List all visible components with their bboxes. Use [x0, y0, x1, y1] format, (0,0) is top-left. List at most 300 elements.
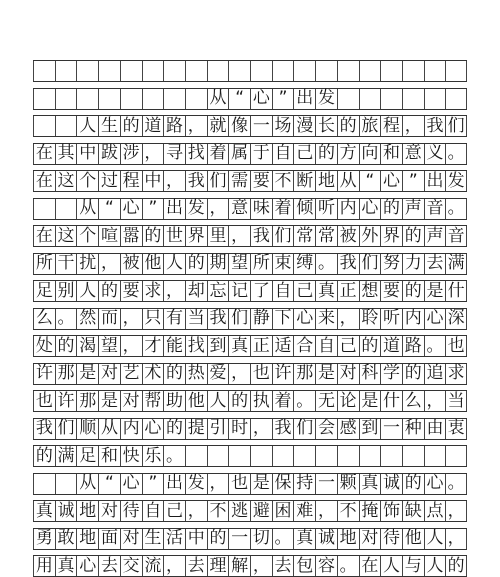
grid-cell: 不 — [207, 501, 229, 521]
grid-cell: 望 — [98, 336, 120, 356]
grid-cell: 切 — [250, 529, 272, 549]
grid-cell: 外 — [359, 226, 381, 246]
grid-cell: 一 — [380, 419, 402, 439]
grid-cell — [33, 89, 55, 109]
grid-cell: 诚 — [315, 529, 337, 549]
grid-cell: 求 — [142, 281, 164, 301]
grid-cell: 被 — [337, 226, 359, 246]
grid-cell: 也 — [445, 336, 467, 356]
grid-cell: 的 — [380, 199, 402, 219]
grid-cell: 而 — [98, 309, 120, 329]
grid-cell: ， — [163, 171, 185, 191]
grid-cell: 常 — [293, 226, 315, 246]
grid-cell — [33, 474, 55, 494]
grid-cell: 心 — [120, 199, 142, 219]
grid-cell: 跋 — [98, 144, 120, 164]
grid-cell: “ — [98, 199, 120, 219]
grid-cell: 快 — [120, 446, 142, 466]
grid-cell: 诚 — [380, 474, 402, 494]
grid-cell: 己 — [293, 281, 315, 301]
grid-cell: 人 — [424, 556, 446, 576]
grid-cell: 和 — [380, 144, 402, 164]
grid-cell: 出 — [293, 89, 315, 109]
grid-cell: 人 — [163, 254, 185, 274]
grid-cell: 求 — [445, 364, 467, 384]
grid-cell — [402, 446, 424, 466]
grid-cell — [293, 446, 315, 466]
grid-cell: 意 — [402, 144, 424, 164]
grid-cell: 场 — [272, 116, 294, 136]
grid-cell: 爱 — [207, 364, 229, 384]
grid-cell: 感 — [337, 419, 359, 439]
grid-cell: ， — [120, 336, 142, 356]
grid-cell — [185, 89, 207, 109]
grid-cell: 真 — [55, 556, 77, 576]
grid-cell: 声 — [402, 199, 424, 219]
grid-cell: 足 — [76, 446, 98, 466]
grid-cell — [163, 61, 185, 81]
grid-cell — [120, 61, 142, 81]
grid-cell: 合 — [293, 336, 315, 356]
grid-cell — [293, 61, 315, 81]
grid-cell: ， — [142, 144, 164, 164]
grid-cell: 待 — [120, 501, 142, 521]
grid-cell: 己 — [163, 501, 185, 521]
grid-cell: 。 — [445, 199, 467, 219]
grid-cell: 我 — [272, 419, 294, 439]
grid-cell: 中 — [76, 144, 98, 164]
grid-cell: 也 — [250, 364, 272, 384]
grid-cell: 用 — [33, 556, 55, 576]
grid-cell: ， — [250, 419, 272, 439]
grid-cell: 去 — [98, 556, 120, 576]
grid-row — [33, 418, 467, 440]
grid-cell: 这 — [55, 171, 77, 191]
grid-cell: 所 — [33, 254, 55, 274]
grid-cell: 那 — [55, 364, 77, 384]
grid-cell: 真 — [293, 529, 315, 549]
grid-cell: ， — [207, 199, 229, 219]
grid-cell: 。 — [55, 309, 77, 329]
grid-cell: 去 — [424, 254, 446, 274]
grid-cell: 帮 — [142, 391, 164, 411]
grid-cell: 从 — [76, 474, 98, 494]
grid-cell: ， — [185, 116, 207, 136]
grid-cell: 自 — [272, 281, 294, 301]
grid-cell — [163, 89, 185, 109]
grid-cell: 对 — [359, 529, 381, 549]
grid-cell: ， — [185, 501, 207, 521]
grid-cell: 们 — [207, 171, 229, 191]
grid-cell — [424, 61, 446, 81]
grid-cell: 忘 — [207, 281, 229, 301]
grid-cell: 己 — [337, 336, 359, 356]
grid-cell: ” — [142, 474, 164, 494]
grid-cell: 人 — [380, 556, 402, 576]
grid-cell: 是 — [359, 391, 381, 411]
grid-cell — [55, 89, 77, 109]
grid-cell: 助 — [163, 391, 185, 411]
grid-cell: 人 — [424, 529, 446, 549]
grid-cell: 的 — [163, 419, 185, 439]
grid-cell: 会 — [315, 419, 337, 439]
grid-cell: 程 — [380, 116, 402, 136]
grid-cell: 活 — [163, 529, 185, 549]
grid-cell: 力 — [402, 254, 424, 274]
grid-cell: 那 — [293, 364, 315, 384]
grid-cell: 喧 — [98, 226, 120, 246]
grid-cell: 。 — [272, 529, 294, 549]
grid-cell: 真 — [359, 474, 381, 494]
grid-cell: 从 — [337, 171, 359, 191]
grid-cell: 困 — [272, 501, 294, 521]
grid-cell: 也 — [33, 391, 55, 411]
grid-cell: 地 — [337, 529, 359, 549]
grid-cell: 难 — [293, 501, 315, 521]
grid-cell — [33, 116, 55, 136]
grid-row — [33, 390, 467, 412]
grid-cell: 真 — [315, 281, 337, 301]
grid-cell: 许 — [55, 391, 77, 411]
grid-cell: 出 — [163, 474, 185, 494]
grid-cell: ， — [228, 226, 250, 246]
grid-cell: 那 — [76, 391, 98, 411]
grid-row — [33, 308, 467, 330]
grid-cell — [207, 446, 229, 466]
grid-row — [33, 198, 467, 220]
grid-cell: 的 — [33, 446, 55, 466]
composition-sheet — [33, 60, 467, 576]
grid-cell: 们 — [359, 254, 381, 274]
grid-cell: 中 — [142, 171, 164, 191]
grid-cell — [142, 61, 164, 81]
grid-cell: 从 — [76, 199, 98, 219]
grid-cell: 义 — [424, 144, 446, 164]
grid-cell: 中 — [185, 529, 207, 549]
grid-cell: 向 — [359, 144, 381, 164]
grid-cell — [359, 446, 381, 466]
grid-cell: 掩 — [359, 501, 381, 521]
grid-cell: 着 — [207, 144, 229, 164]
grid-cell: 期 — [207, 254, 229, 274]
grid-cell: 方 — [337, 144, 359, 164]
grid-cell: 我 — [33, 419, 55, 439]
grid-cell: 点 — [424, 501, 446, 521]
grid-cell: 发 — [315, 89, 337, 109]
grid-cell: 科 — [359, 364, 381, 384]
grid-cell: 的 — [55, 336, 77, 356]
grid-cell: 一 — [228, 529, 250, 549]
grid-cell — [272, 61, 294, 81]
grid-cell: 。 — [445, 144, 467, 164]
grid-cell: 在 — [33, 226, 55, 246]
grid-cell: 生 — [98, 116, 120, 136]
grid-cell: 深 — [445, 309, 467, 329]
grid-cell: 流 — [142, 556, 164, 576]
grid-row — [33, 500, 467, 522]
grid-cell: 嚣 — [120, 226, 142, 246]
grid-cell: 顺 — [76, 419, 98, 439]
grid-cell: ， — [120, 309, 142, 329]
grid-cell: ， — [228, 364, 250, 384]
grid-cell: 理 — [207, 556, 229, 576]
grid-cell: 的 — [402, 474, 424, 494]
grid-row — [33, 280, 467, 302]
grid-cell: 与 — [402, 556, 424, 576]
grid-cell: ” — [142, 199, 164, 219]
grid-cell: 们 — [272, 226, 294, 246]
grid-cell — [33, 199, 55, 219]
grid-cell: 我 — [185, 171, 207, 191]
grid-cell: 这 — [55, 226, 77, 246]
grid-cell: ， — [163, 281, 185, 301]
grid-row — [33, 335, 467, 357]
grid-cell: 其 — [55, 144, 77, 164]
grid-cell: 满 — [445, 254, 467, 274]
grid-cell: 人 — [76, 116, 98, 136]
grid-cell: 对 — [337, 364, 359, 384]
grid-cell: 聆 — [359, 309, 381, 329]
grid-cell: 什 — [445, 281, 467, 301]
grid-cell: 时 — [228, 419, 250, 439]
grid-cell: 出 — [163, 199, 185, 219]
grid-cell: ， — [98, 254, 120, 274]
grid-cell: 敢 — [55, 529, 77, 549]
grid-cell: 避 — [250, 501, 272, 521]
grid-cell: 要 — [120, 281, 142, 301]
grid-cell: 处 — [33, 336, 55, 356]
grid-cell: 下 — [272, 309, 294, 329]
grid-cell: 了 — [250, 281, 272, 301]
grid-cell: 要 — [380, 281, 402, 301]
grid-cell: 里 — [207, 226, 229, 246]
grid-cell — [337, 89, 359, 109]
grid-cell: ， — [402, 116, 424, 136]
grid-cell: 去 — [272, 556, 294, 576]
grid-cell: 长 — [315, 116, 337, 136]
grid-cell: 在 — [359, 556, 381, 576]
grid-cell: 艺 — [120, 364, 142, 384]
grid-cell: 道 — [142, 116, 164, 136]
grid-cell: 只 — [142, 309, 164, 329]
grid-cell — [424, 89, 446, 109]
grid-cell: 心 — [359, 199, 381, 219]
grid-cell: “ — [98, 474, 120, 494]
grid-cell: 地 — [76, 501, 98, 521]
grid-cell: 一 — [250, 116, 272, 136]
grid-cell: 有 — [163, 309, 185, 329]
grid-cell: 是 — [250, 474, 272, 494]
grid-cell — [424, 446, 446, 466]
grid-row — [33, 170, 467, 192]
grid-cell: ” — [272, 89, 294, 109]
grid-cell: 的 — [445, 556, 467, 576]
grid-cell: 真 — [33, 501, 55, 521]
grid-cell: 由 — [424, 419, 446, 439]
grid-cell: 对 — [120, 391, 142, 411]
grid-cell: 音 — [445, 226, 467, 246]
grid-cell: 发 — [185, 474, 207, 494]
grid-cell: 种 — [402, 419, 424, 439]
grid-cell: 程 — [120, 171, 142, 191]
grid-cell: 是 — [98, 391, 120, 411]
grid-cell: 的 — [228, 391, 250, 411]
grid-cell: “ — [228, 89, 250, 109]
grid-cell: 许 — [272, 364, 294, 384]
grid-cell — [380, 89, 402, 109]
grid-cell: 地 — [76, 529, 98, 549]
grid-cell — [33, 61, 55, 81]
grid-cell: 的 — [120, 116, 142, 136]
grid-cell: 他 — [185, 391, 207, 411]
grid-cell: 意 — [228, 199, 250, 219]
grid-cell: 正 — [250, 336, 272, 356]
grid-cell: 衷 — [445, 419, 467, 439]
grid-cell — [228, 61, 250, 81]
grid-cell — [55, 199, 77, 219]
grid-cell: 寻 — [163, 144, 185, 164]
grid-cell: ， — [337, 309, 359, 329]
grid-cell: ， — [424, 391, 446, 411]
grid-row — [33, 88, 467, 110]
grid-cell: 我 — [337, 254, 359, 274]
grid-cell: 勇 — [33, 529, 55, 549]
grid-cell: 才 — [142, 336, 164, 356]
grid-cell: 界 — [185, 226, 207, 246]
grid-cell: 对 — [98, 501, 120, 521]
grid-cell: 么 — [402, 391, 424, 411]
grid-cell — [120, 89, 142, 109]
grid-cell: 们 — [228, 309, 250, 329]
grid-cell: 漫 — [293, 116, 315, 136]
grid-row — [33, 363, 467, 385]
grid-cell: 是 — [315, 364, 337, 384]
grid-row — [33, 143, 467, 165]
grid-cell: 自 — [142, 501, 164, 521]
grid-cell: 容 — [315, 556, 337, 576]
grid-cell: 心 — [76, 556, 98, 576]
grid-cell — [315, 446, 337, 466]
grid-cell: 人 — [207, 391, 229, 411]
grid-cell: 道 — [380, 336, 402, 356]
grid-cell: 的 — [359, 336, 381, 356]
grid-cell: ， — [445, 501, 467, 521]
grid-cell — [185, 61, 207, 81]
grid-cell: 待 — [380, 529, 402, 549]
grid-cell: 无 — [315, 391, 337, 411]
grid-cell: 内 — [402, 309, 424, 329]
grid-cell: 我 — [250, 226, 272, 246]
grid-cell: 。 — [315, 254, 337, 274]
grid-cell: 什 — [380, 391, 402, 411]
grid-cell: 论 — [337, 391, 359, 411]
grid-cell: 心 — [380, 171, 402, 191]
grid-cell: 渴 — [76, 336, 98, 356]
grid-row — [33, 253, 467, 275]
grid-cell: 能 — [163, 336, 185, 356]
grid-cell: 足 — [33, 281, 55, 301]
grid-cell — [76, 61, 98, 81]
grid-cell — [337, 446, 359, 466]
grid-cell: 旅 — [359, 116, 381, 136]
grid-cell: 解 — [228, 556, 250, 576]
grid-cell: 扰 — [76, 254, 98, 274]
grid-cell: 断 — [293, 171, 315, 191]
grid-cell: 想 — [359, 281, 381, 301]
grid-cell: 内 — [120, 419, 142, 439]
grid-cell: 常 — [315, 226, 337, 246]
grid-cell: 路 — [163, 116, 185, 136]
grid-cell — [445, 446, 467, 466]
grid-cell — [250, 446, 272, 466]
grid-cell: 心 — [120, 474, 142, 494]
grid-cell: 在 — [33, 144, 55, 164]
grid-cell: 倾 — [293, 199, 315, 219]
grid-cell: ， — [207, 474, 229, 494]
grid-cell: 也 — [228, 474, 250, 494]
grid-cell — [380, 446, 402, 466]
grid-cell: 在 — [33, 171, 55, 191]
grid-cell: 的 — [207, 529, 229, 549]
grid-cell: 找 — [185, 336, 207, 356]
grid-cell: 心 — [250, 89, 272, 109]
grid-cell: 别 — [55, 281, 77, 301]
grid-cell — [142, 89, 164, 109]
grid-cell: 干 — [55, 254, 77, 274]
grid-cell: 听 — [315, 199, 337, 219]
grid-cell: 去 — [185, 556, 207, 576]
grid-cell: 一 — [315, 474, 337, 494]
grid-cell — [272, 446, 294, 466]
grid-cell: 出 — [424, 171, 446, 191]
grid-cell: 我 — [424, 116, 446, 136]
grid-cell — [380, 61, 402, 81]
grid-cell: 需 — [228, 171, 250, 191]
grid-cell: 束 — [272, 254, 294, 274]
grid-cell: ， — [445, 529, 467, 549]
grid-cell: 着 — [272, 391, 294, 411]
grid-cell — [445, 89, 467, 109]
grid-cell: 心 — [424, 309, 446, 329]
grid-cell: 个 — [76, 226, 98, 246]
grid-cell — [55, 116, 77, 136]
grid-cell: 音 — [424, 199, 446, 219]
grid-cell: 的 — [142, 226, 164, 246]
grid-cell — [55, 61, 77, 81]
grid-cell: 引 — [207, 419, 229, 439]
grid-cell: 交 — [120, 556, 142, 576]
grid-cell: 就 — [207, 116, 229, 136]
grid-cell: 像 — [228, 116, 250, 136]
grid-cell: 当 — [445, 391, 467, 411]
grid-cell: 地 — [315, 171, 337, 191]
grid-cell: 声 — [424, 226, 446, 246]
grid-cell — [315, 61, 337, 81]
grid-cell: 发 — [185, 199, 207, 219]
grid-cell: 提 — [185, 419, 207, 439]
grid-cell: 的 — [185, 254, 207, 274]
grid-cell: 望 — [228, 254, 250, 274]
grid-cell — [98, 89, 120, 109]
grid-cell: 。 — [424, 336, 446, 356]
grid-cell: 内 — [337, 199, 359, 219]
grid-row — [33, 528, 467, 550]
grid-cell: 要 — [250, 171, 272, 191]
grid-cell: 学 — [380, 364, 402, 384]
grid-cell: 过 — [98, 171, 120, 191]
grid-cell: 找 — [185, 144, 207, 164]
grid-cell: ， — [250, 556, 272, 576]
